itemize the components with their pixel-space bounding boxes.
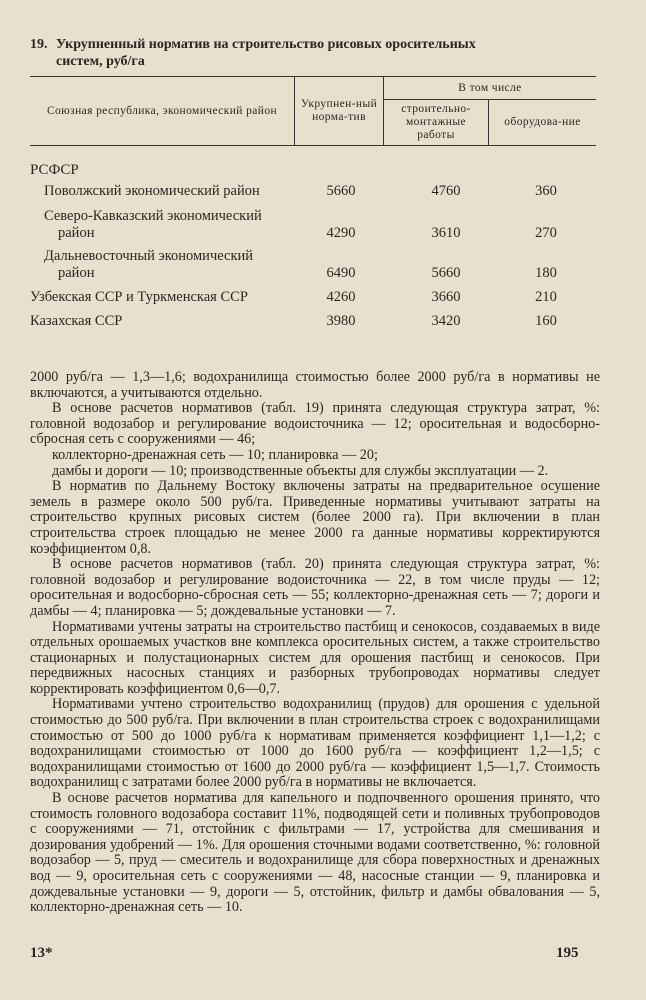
row-equipment: 180 (535, 265, 557, 281)
signature-mark: 13* (30, 945, 53, 961)
row-construction: 3420 (431, 313, 461, 329)
row-equipment: 270 (535, 225, 557, 241)
row-name: Поволжский экономический район (44, 183, 260, 199)
row-construction: 3660 (431, 289, 461, 305)
body-text (30, 370, 600, 916)
section-rsfsr: РСФСР (30, 162, 79, 178)
header-equipment: оборудова-ние (489, 100, 597, 146)
row-name: Узбекская ССР и Туркменская ССР (30, 289, 248, 305)
header-group: В том числе (384, 77, 597, 100)
row-equipment: 210 (535, 289, 557, 305)
row-construction: 4760 (431, 183, 461, 199)
row-equipment: 360 (535, 183, 557, 199)
table-number: 19. (30, 37, 48, 52)
table-row (30, 282, 596, 306)
row-name: Дальневосточный экономический район (44, 248, 254, 281)
row-total: 4290 (326, 225, 356, 241)
paragraph: Нормативами учтено строительство водохранилищ (прудов) для орошения с удельной стоимостью до 500 руб/га. При включении в план строительства строек с водохранилищами стоимостью от 500 до 1000 руб/га к нормативам применяется коэффициент 1,1—1,2; с водохранилищами стоимостью от 1000 до 1600 руб/га — коэффициент 1,2—1,5; с водохранилищами стоимостью от 1600 до 2000 руб/га — коэффициент 1,5—1,7. Стоимость водохранилищ с затратами более 2000 руб/га в нормативы не включается. (30, 696, 600, 791)
paragraph: Нормативами учтены затраты на строительство пастбищ и сенокосов, создаваемых в виде отдельных орошаемых участков вне комплекса оросительных систем, а также строительство стационарных и полустационарных систем для орошения пастбищ и сенокосов. При передвижных насосных станциях и разборных трубопроводах нормативы следует корректировать коэффициентом 0,6—0,7. (30, 618, 600, 697)
row-construction: 3610 (431, 225, 461, 241)
table-title (30, 36, 598, 70)
paragraph: В основе расчетов нормативов (табл. 19) принята следующая структура затрат, %: головной водозабор и регулирование водоисточника — 12; оросительная и водосборно-сбросная сеть с сооружениями — 46; (30, 400, 600, 448)
row-total: 5660 (326, 183, 356, 199)
paragraph: коллекторно-дренажная сеть — 10; планировка — 20; (52, 446, 378, 463)
paragraph: дамбы и дороги — 10; производственные объекты для службы эксплуатации — 2. (52, 462, 549, 479)
paragraph: В основе расчетов нормативов (табл. 20) принята следующая структура затрат, %: головной водозабор и регулирование водоисточника — 22, в том числе пруды — 12; оросительная и водосборно-сбросная сеть — 55; коллекторно-дренажная сеть — 7; дороги и дамбы — 4; планировка — 5; дождевальные установки — 7. (30, 556, 600, 619)
row-total: 3980 (326, 313, 356, 329)
table-body (30, 162, 596, 330)
title-line-1: Укрупненный норматив на строительство рисовых оросительных (56, 37, 476, 52)
row-name: Северо-Кавказский экономический район (44, 208, 262, 241)
table-row (30, 200, 596, 242)
header-region: Союзная республика, экономический район (30, 77, 295, 146)
row-total: 4260 (326, 289, 356, 305)
title-line-2: систем, руб/га (56, 54, 145, 69)
paragraph: В основе расчетов норматива для капельного и подпочвенного орошения принято, что стоимость головного водозабора составит 11%, подводящей сети и поливных трубопроводов с сооружениями — 71, отстойник с фильтрами — 17, устройства для смешивания и дозирования удобрений — 1%. Для орошения сточными водами соответственно, %: головной водозабор — 5, пруд — смеситель и водохранилище для сбора поверхностных и дренажных вод — 9, оросительная сеть с сооружениями — 48, насосные станции — 9, планировка и дождевальные установки — 9, дороги — 5, отстойник, фильтр и дамбы обвалования — 5, коллекторно-дренажная сеть — 10. (30, 790, 600, 916)
row-construction: 5660 (431, 265, 461, 281)
cost-table (30, 76, 596, 146)
header-construction: строительно-монтажные работы (384, 100, 489, 146)
page-number: 195 (556, 945, 579, 961)
table-row (30, 306, 596, 330)
row-equipment: 160 (535, 313, 557, 329)
table-row (30, 242, 596, 282)
row-total: 6490 (326, 265, 356, 281)
paragraph: 2000 руб/га — 1,3—1,6; водохранилища стоимостью более 2000 руб/га в нормативы не включаются, а учитываются отдельно. (30, 369, 600, 401)
row-name: Казахская ССР (30, 313, 123, 329)
table-row (30, 180, 596, 200)
header-total: Укрупнен-ный норма-тив (295, 77, 384, 146)
paragraph: В норматив по Дальнему Востоку включены затраты на предварительное осушение земель в размере около 500 руб/га. Приведенные нормативы учитывают затраты на строительство крупных рисовых систем (более 2000 га). При включении в план строительства строек площадью не менее 2000 га данные нормативы корректируются коэффициентом 0,8. (30, 478, 600, 557)
